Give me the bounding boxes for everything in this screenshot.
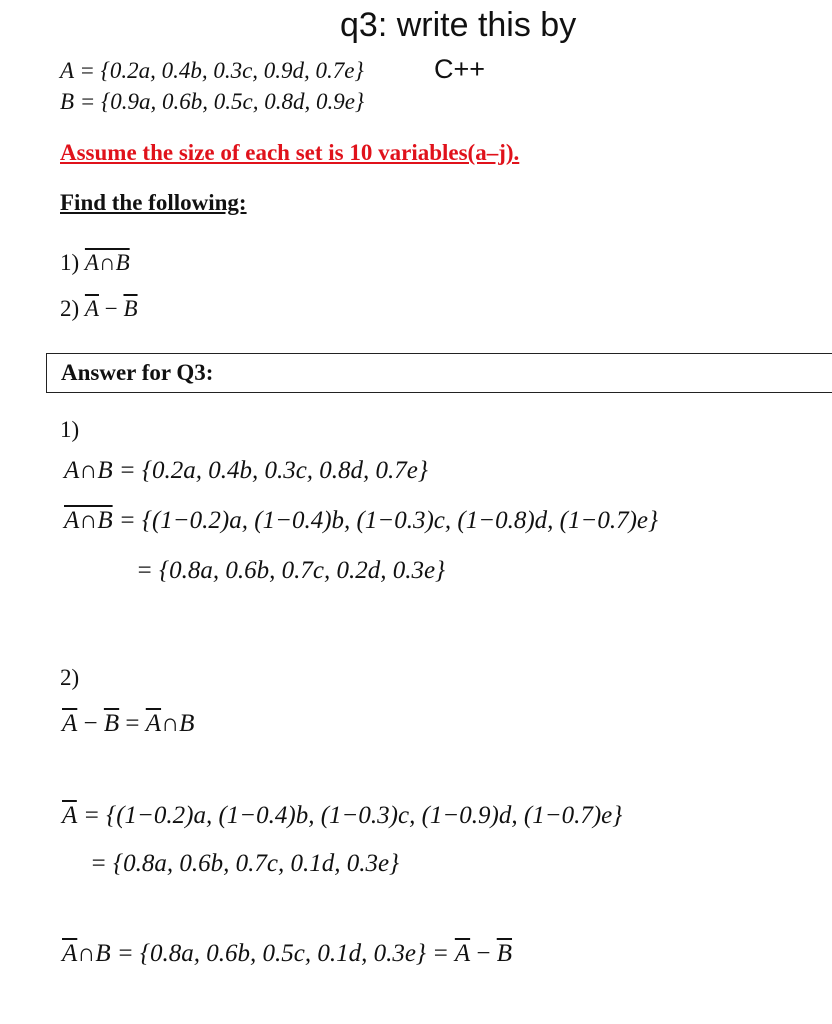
identity-b-bar: $\overline{B}$ [103,710,120,737]
answer-1-intersection: A∩B = {0.2a, 0.4b, 0.3c, 0.8d, 0.7e} [64,457,428,484]
identity-a-bar-2: $\overline{A}$ [145,710,162,737]
answer-header-box [46,353,832,393]
answer-1-number: 1) [60,417,80,442]
assumption-note: Assume the size of each set is 10 variables(a–j). [60,140,520,165]
question-2 [60,296,138,322]
set-a-definition: A = {0.2a, 0.4b, 0.3c, 0.9d, 0.7e} [60,58,364,83]
answer-1-complement-lhs: A∩B [64,507,113,534]
final-middle: ∩B = {0.8a, 0.6b, 0.5c, 0.1d, 0.3e} = [77,940,455,967]
answer-1-complement-rhs: = {(1−0.2)a, (1−0.4)b, (1−0.3)c, (1−0.8)d, (1−0.7)e} [112,507,659,534]
identity-equals: = [119,710,146,737]
final-a-bar-2: $\overline{A}$ [454,940,471,967]
a-complement-rhs: = {(1−0.2)a, (1−0.4)b, (1−0.3)c, (1−0.9)d, (1−0.7)e} [76,802,623,829]
answer-1-complement [64,507,658,535]
answer-2-final [62,940,512,968]
answer-2-identity [62,710,194,738]
a-complement-lhs: $\overline{A}$ [62,802,77,829]
question-1 [60,250,130,276]
answer-2-a-complement [62,802,622,830]
answer-2-a-complement-simplified: = {0.8a, 0.6b, 0.7c, 0.1d, 0.3e} [90,850,400,877]
final-minus: − [470,940,497,967]
identity-minus: − [77,710,104,737]
question-1-expression: A∩B [84,250,130,275]
question-2-a-bar: $\overline{A}$ [84,296,99,321]
final-b-bar: $\overline{B}$ [496,940,513,967]
handwritten-language: C++ [434,54,486,84]
find-heading: Find the following: [60,190,247,215]
question-1-number: 1) [60,250,80,275]
set-b-definition: B = {0.9a, 0.6b, 0.5c, 0.8d, 0.9e} [60,89,365,114]
question-2-minus: − [98,296,124,321]
answer-2-number: 2) [60,665,80,690]
identity-a-bar: $\overline{A}$ [62,710,78,737]
question-2-number: 2) [60,296,80,321]
question-2-b-bar: $\overline{B}$ [123,296,138,321]
handwritten-title: q3: write this by [340,6,577,44]
identity-intersect-b: ∩B [161,710,195,737]
answer-heading: Answer for Q3: [61,360,214,385]
answer-1-result: = {0.8a, 0.6b, 0.7c, 0.2d, 0.3e} [136,557,446,584]
final-a-bar: $\overline{A}$ [62,940,78,967]
